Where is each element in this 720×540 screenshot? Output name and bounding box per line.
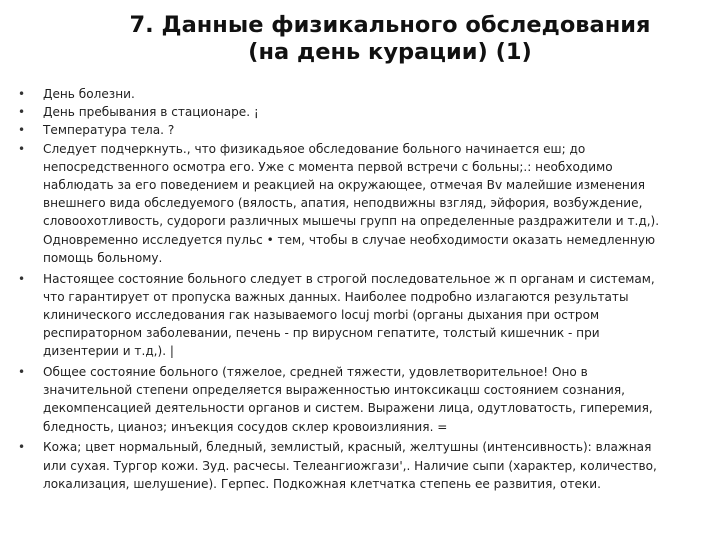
item-text-line: наблюдать за его поведением и реакцией на окружающее, отмечая Bv малейшие изменения [43,178,645,193]
item-text-line: бледность, цианоз; инъекция сосудов склер кровоизлияния. = [43,419,448,434]
item-text-line: декомпенсацией деятельности органов и систем. Выражени лица, одутловатость, гиперемия, [43,401,653,416]
list-item [0,363,720,436]
item-text-line: Температура тела. ? [43,123,175,138]
slide-title [60,12,720,66]
item-text-line: День болезни. [43,87,135,101]
list-item [0,103,720,121]
list-item [0,438,720,493]
item-text-line: словоохотливость, судороги различных мышечы групп на определенные раздражители и т.д,). [43,214,660,229]
title-line-1: 7. Данные физикального обследования [129,12,651,38]
item-text-line: Кожа; цвет нормальный, бледный, землистый, красный, желтушны (интенсивность): влажная [43,440,652,455]
item-text-line: локализация, шелушение). Герпес. Подкожная клетчатка степень ее развития, отеки. [43,476,601,491]
item-text-line: Настоящее состояние больного следует в строгой последовательное ж п органам и системам, [43,271,655,286]
list-item [0,140,720,267]
item-text-line: Одновременно исследуется пульс • тем, чтобы в случае необходимости оказать немедленную [43,232,656,247]
item-text-line: или сухая. Тургор кожи. Зуд. расчесы. Телеангиожгази',. Наличие сыпи (характер, количество, [43,458,657,473]
bullet-icon: • [18,123,26,138]
item-text-line: клинического исследования гак называемого locuj morbi (органы дыхания при остром [43,307,600,322]
item-text-line: что гарантирует от пропуска важных данных. Наиболее подробно излагаются результаты [43,289,629,304]
bullet-icon: • [18,141,26,156]
item-text-line: День пребывания в стационаре. ¡ [43,105,259,120]
item-text-line: дизентерии и т.д,). | [43,344,175,359]
item-text-line: респираторном заболевании, печень - пр вирусном гепатите, толстый кишечник - при [43,326,600,341]
list-item [0,121,720,139]
item-text-line: помощь больному. [43,250,163,265]
bullet-icon: • [18,271,26,286]
list-item [0,85,720,103]
item-text-line: внешнего вида обследуемого (вялость, апатия, неподвижны взгляд, эйфория, возбуждение, [43,196,643,211]
item-text-line: Общее состояние больного (тяжелое, средней тяжести, удовлетворительное! Оно в [43,365,588,380]
item-text-line: Следует подчеркнуть., что физикадьяое обследование больного начинается еш; до [43,141,586,156]
item-text-line: значительной степени определяется выраженностью интоксикацш состоянием сознания, [43,383,625,398]
bullet-icon: • [18,365,26,380]
bullet-icon: • [18,87,26,101]
bullet-list [0,85,720,493]
bullet-icon: • [18,105,26,120]
bullet-icon: • [18,440,26,455]
list-item [0,270,720,361]
item-text-line: непосредственного осмотра его. Уже с момента первой встречи с больны;.: необходимо [43,159,613,174]
title-line-2: (на день курации) (1) [248,39,532,65]
